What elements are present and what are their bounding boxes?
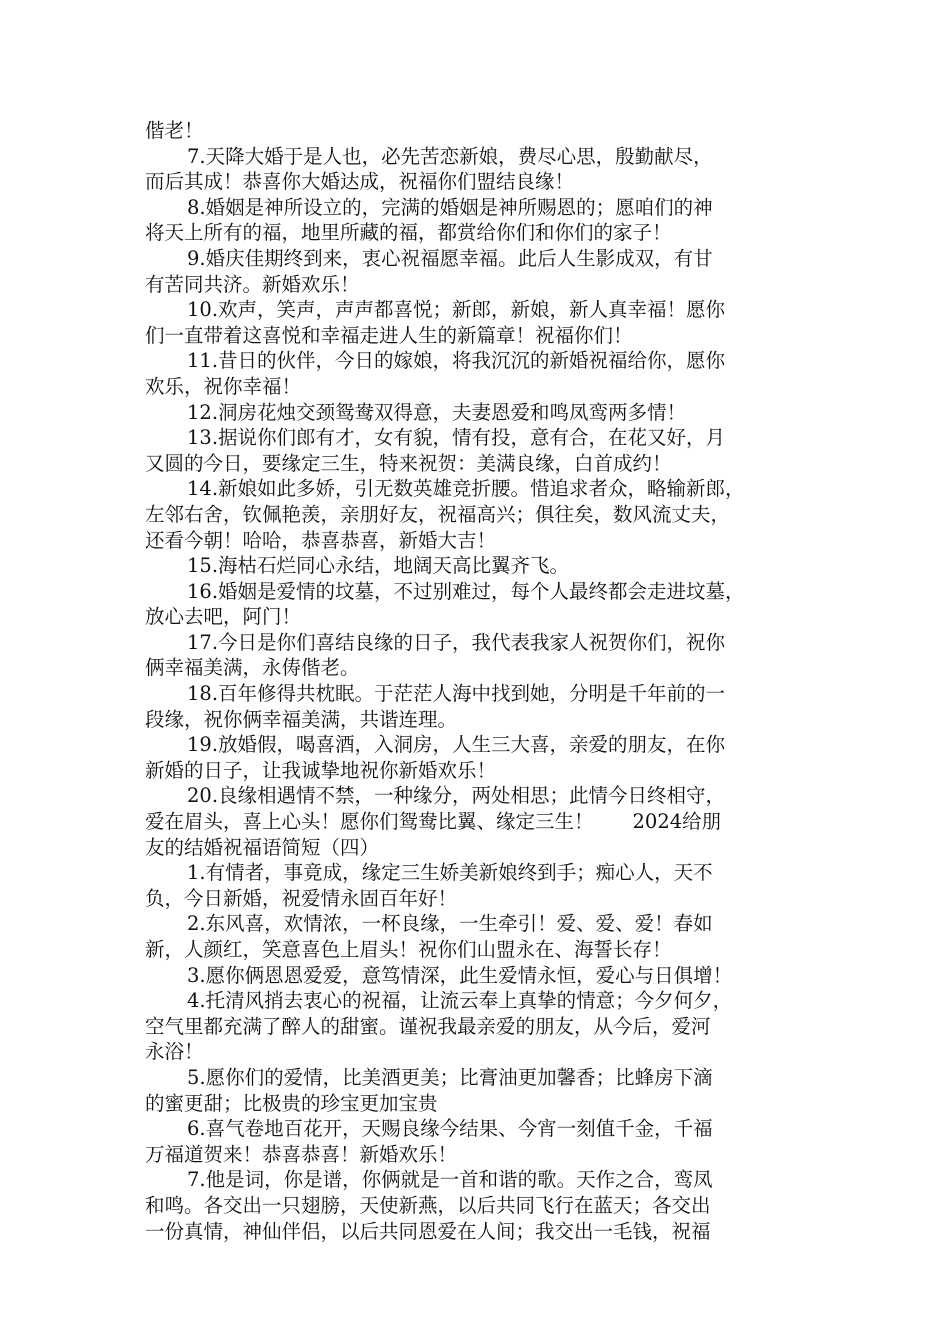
text-line: 1.有情者，事竟成，缘定三生娇美新娘终到手；痴心人，天不 — [187, 861, 713, 885]
text-line: 16.婚姻是爱情的坟墓，不过别难过，每个人最终都会走进坟墓， — [187, 579, 745, 603]
text-line: 放心去吧，阿门！ — [145, 605, 302, 629]
text-line: 7.天降大婚于是人也，必先苦恋新娘，费尽心思，殷勤献尽， — [187, 144, 713, 168]
text-line: 7.他是词，你是谱，你俩就是一首和谐的歌。天作之合，鸾凤 — [187, 1168, 713, 1192]
text-line: 空气里都充满了醉人的甜蜜。谨祝我最亲爱的朋友，从今后，爱河 — [145, 1014, 711, 1038]
text-line: 还看今朝！哈哈，恭喜恭喜，新婚大吉！ — [145, 528, 497, 552]
text-line: 万福道贺来！恭喜恭喜！新婚欢乐！ — [145, 1142, 458, 1166]
text-line: 10.欢声，笑声，声声都喜悦；新郎，新娘，新人真幸福！愿你 — [187, 298, 726, 322]
text-line: 2.东风喜，欢情浓，一杯良缘，一生牵引！爱、爱、爱！春如 — [187, 912, 713, 936]
document-body — [145, 118, 815, 1244]
text-line: 3.愿你俩恩恩爱爱，意笃情深，此生爱情永恒，爱心与日俱增！ — [187, 963, 733, 987]
text-line: 和鸣。各交出一只翅膀，天使新燕，以后共同飞行在蓝天；各交出 — [145, 1193, 711, 1217]
text-line: 又圆的今日，要缘定三生，特来祝贺：美满良缘，白首成约！ — [145, 451, 672, 475]
text-line: 负，今日新婚，祝爱情永固百年好！ — [145, 886, 458, 910]
text-line: 偕老！ — [145, 119, 204, 142]
text-line: 而后其成！恭喜你大婚达成，祝福你们盟结良缘！ — [145, 170, 575, 194]
text-line: 18.百年修得共枕眠。于茫茫人海中找到她，分明是千年前的一 — [187, 682, 726, 706]
text-line: 5.愿你们的爱情，比美酒更美；比膏油更加馨香；比蜂房下滴 — [187, 1065, 713, 1089]
text-line: 段缘，祝你俩幸福美满，共谐连理。 — [145, 707, 458, 731]
text-line: 爱在眉头，喜上心头！愿你们鸳鸯比翼、缘定三生！ 2024给朋 — [145, 810, 722, 834]
section-heading: 友的结婚祝福语简短（四） — [145, 835, 380, 859]
text-line: 11.昔日的伙伴，今日的嫁娘，将我沉沉的新婚祝福给你，愿你 — [187, 349, 726, 373]
text-line: 一份真情，神仙伴侣，以后共同恩爱在人间；我交出一毛钱，祝福 — [145, 1219, 711, 1243]
text-line: 俩幸福美满，永俦偕老。 — [145, 656, 360, 680]
text-line: 8.婚姻是神所设立的，完满的婚姻是神所赐恩的；愿咱们的神 — [187, 195, 713, 219]
text-line: 6.喜气卷地百花开，天赐良缘今结果、今宵一刻值千金，千福 — [187, 1117, 713, 1141]
text-line: 有苦同共济。新婚欢乐！ — [145, 272, 360, 296]
text-line: 20.良缘相遇情不禁，一种缘分，两处相思；此情今日终相守， — [187, 784, 726, 808]
text-line: 左邻右舍，钦佩艳羡，亲朋好友，祝福高兴；俱往矣，数风流丈夫， — [145, 502, 731, 526]
text-line: 19.放婚假，喝喜酒，入洞房，人生三大喜，亲爱的朋友，在你 — [187, 733, 726, 757]
text-line: 15.海枯石烂同心永结，地阔天高比翼齐飞。 — [187, 554, 570, 578]
text-line: 新，人颜红，笑意喜色上眉头！祝你们山盟永在、海誓长存！ — [145, 938, 672, 961]
text-line: 的蜜更甜；比极贵的珍宝更加宝贵 — [145, 1091, 438, 1115]
text-line: 12.洞房花烛交颈鸳鸯双得意，夫妻恩爱和鸣凤鸾两多情！ — [187, 400, 687, 424]
text-line: 4.托清风捎去衷心的祝福，让流云奉上真挚的情意；今夕何夕， — [187, 989, 733, 1013]
text-line: 17.今日是你们喜结良缘的日子，我代表我家人祝贺你们，祝你 — [187, 630, 726, 654]
text-line: 们一直带着这喜悦和幸福走进人生的新篇章！祝福你们！ — [145, 323, 633, 347]
text-line: 将天上所有的福，地里所藏的福，都赏给你们和你们的家子！ — [145, 221, 672, 245]
text-line: 9.婚庆佳期终到来，衷心祝福愿幸福。此后人生影成双，有甘 — [187, 246, 713, 270]
text-line: 13.据说你们郎有才，女有貌，情有投，意有合，在花又好，月 — [187, 426, 726, 450]
text-line: 永浴！ — [145, 1040, 204, 1064]
text-line: 欢乐，祝你幸福！ — [145, 374, 302, 398]
text-line: 14.新娘如此多娇，引无数英雄竞折腰。惜追求者众，略输新郎， — [187, 477, 745, 501]
text-line: 新婚的日子，让我诚挚地祝你新婚欢乐！ — [145, 758, 497, 782]
